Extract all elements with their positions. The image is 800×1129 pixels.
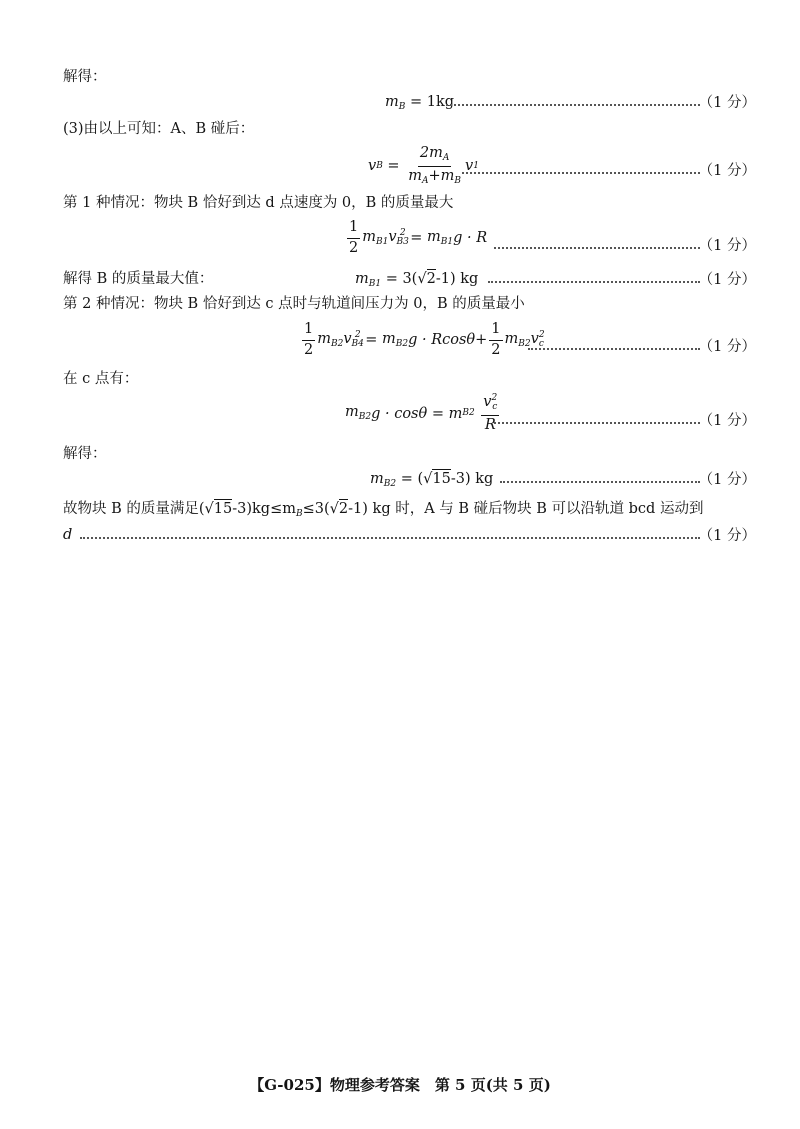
text-solve-2: 解得： [63, 446, 107, 462]
score-6: （1 分） [698, 413, 756, 429]
text-case-2: 第 2 种情况：物块 B 恰好到达 c 点时与轨道间压力为 0，B 的质量最小 [63, 296, 525, 312]
score-1: （1 分） [698, 95, 756, 111]
dot-leader [488, 281, 700, 283]
text-point-c: 在 c 点有： [63, 371, 139, 387]
equation-point-c: $m_{B2}$ g · cosθ = m B2 $\frac{v^2_c}{R}$ [345, 393, 498, 433]
dot-leader [80, 537, 700, 539]
score-3: （1 分） [698, 238, 756, 254]
equation-mb1: $m_{B1} = 3(√2-1)$ kg [355, 271, 479, 289]
equation-mb: $m_B = 1kg$ [385, 94, 455, 112]
text-solve-1: 解得： [63, 69, 107, 85]
score-2: （1 分） [698, 163, 756, 179]
page-footer: 【G-025】物理参考答案 第 5 页(共 5 页) [249, 1076, 551, 1094]
text-conclusion: 故物块 B 的质量满足$(√15-3)kg\le m_B\le 3(√2-1)$ kg 时，A 与 B 碰后物块 B 可以沿轨道 bcd 运动到 [63, 501, 704, 519]
score-4: （1 分） [698, 272, 756, 288]
text-point-d: d [63, 527, 73, 543]
dot-leader [500, 481, 700, 483]
score-7: （1 分） [698, 472, 756, 488]
fraction-vb: $\frac{2m_A}{m_A+m_B}$ [408, 145, 461, 186]
text-part-3: (3)由以上可知：A、B 碰后： [63, 121, 255, 137]
equation-mb2: $m_{B2} = (√15-3)$ kg [370, 471, 494, 489]
equation-case2: $\frac{1}{2}$ $m_{B2}v_{B4}^2$ = $m_{B2}$ g · Rcosθ+ $\frac{1}{2}$ $m_{B2}v_c^2$ [304, 321, 545, 358]
dot-leader [446, 104, 700, 106]
dot-leader [494, 422, 700, 424]
dot-leader [462, 172, 700, 174]
dot-leader [528, 348, 700, 350]
text-max-mass: 解得 B 的质量最大值： [63, 271, 214, 287]
equation-vb: v B = $\frac{2m_A}{m_A+m_B}$ v 1 [368, 145, 479, 186]
dot-leader [494, 247, 700, 249]
equation-case1: $\frac{1}{2}$ $m_{B1}v_{B3}^2$ = $m_{B1}$ g · R [349, 219, 488, 256]
score-5: （1 分） [698, 339, 756, 355]
text-case-1: 第 1 种情况：物块 B 恰好到达 d 点速度为 0，B 的质量最大 [63, 195, 454, 211]
score-8: （1 分） [698, 528, 756, 544]
